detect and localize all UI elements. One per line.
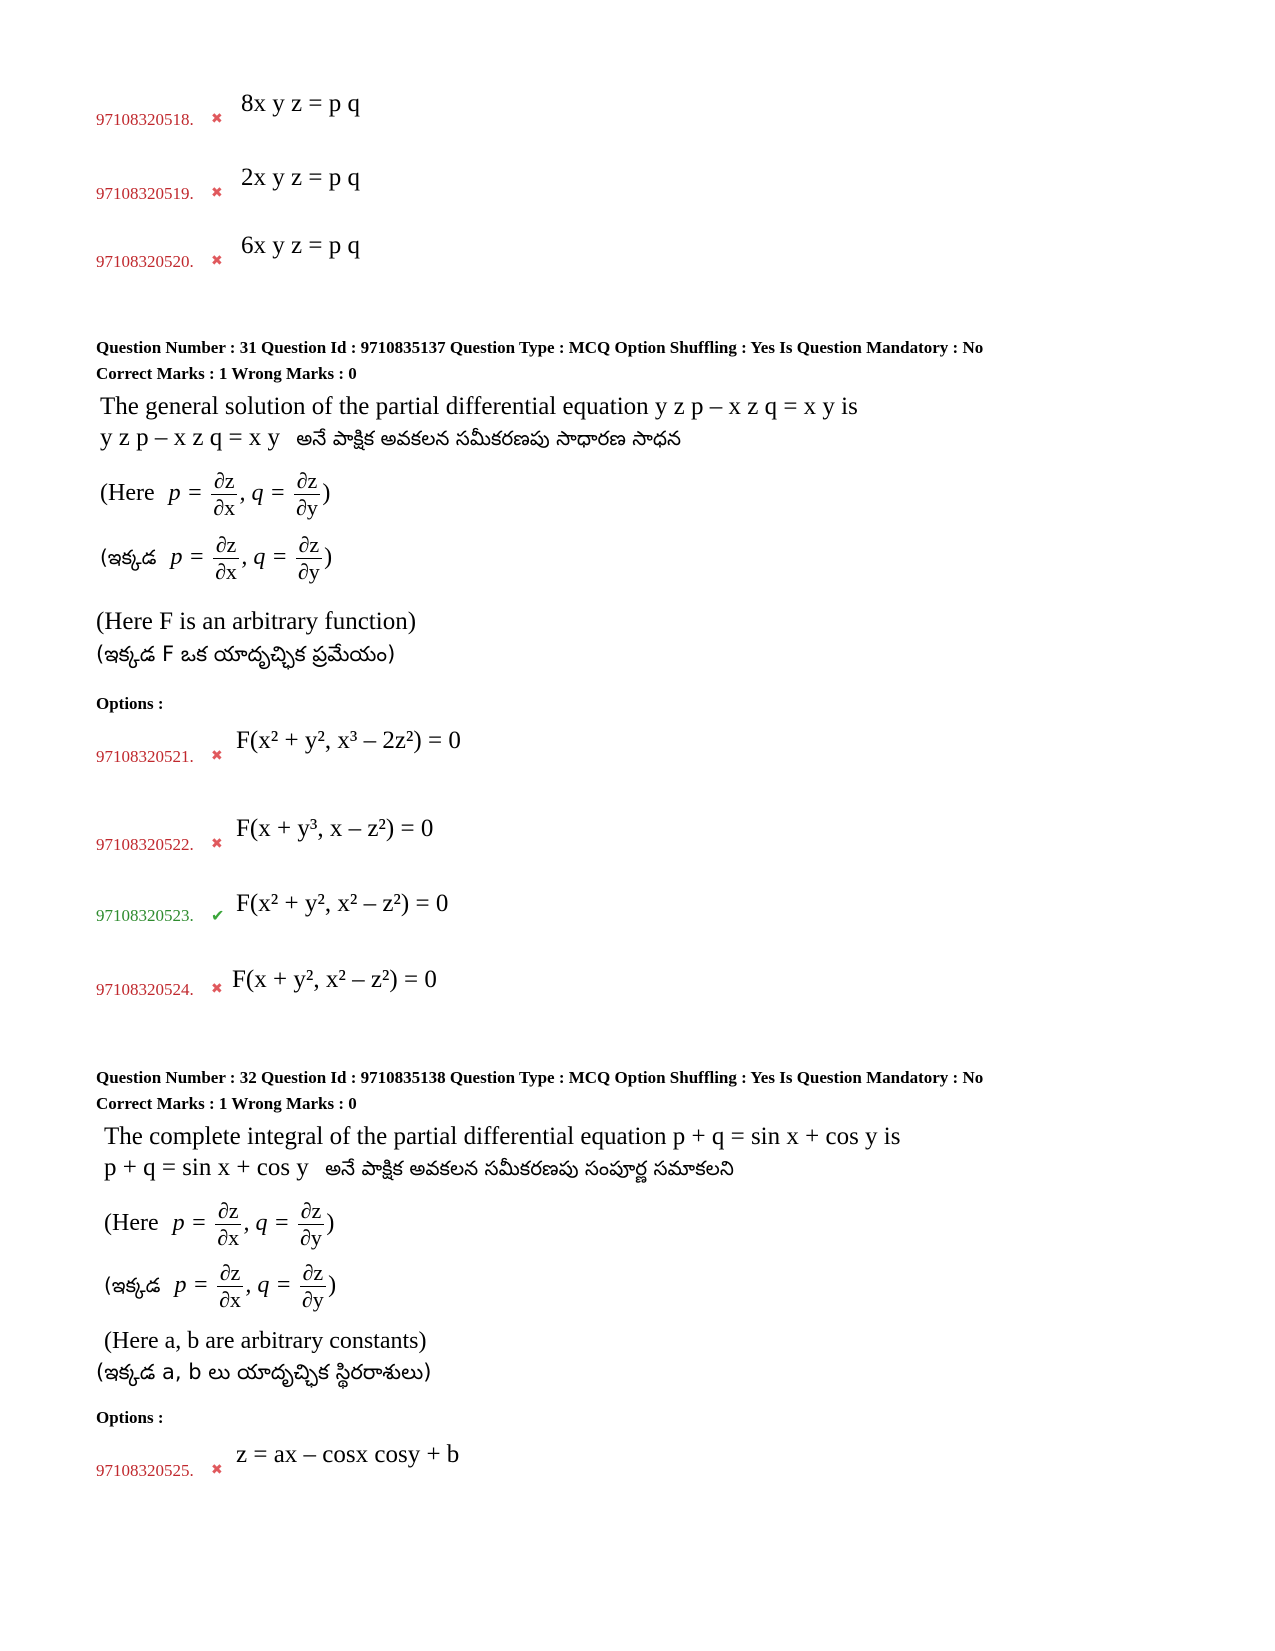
numerator: ∂z xyxy=(215,1198,242,1225)
fraction xyxy=(296,532,323,585)
question-text-telugu xyxy=(100,424,681,455)
definition-telugu xyxy=(100,532,332,585)
close-paren: ) xyxy=(324,544,333,571)
denominator: ∂y xyxy=(296,495,318,520)
p-label: p = xyxy=(168,480,203,507)
denominator: ∂y xyxy=(297,559,320,584)
here-label: (Here xyxy=(104,1210,159,1237)
close-paren: ) xyxy=(322,480,331,507)
denominator: ∂y xyxy=(300,1225,322,1250)
note-telugu: (ఇక్కడ F ఒక యాదృచ్ఛిక ప్రమేయం) xyxy=(96,642,396,666)
question-header: Question Number : 32 Question Id : 9710835138 Question Type : MCQ Option Shuffling : Yes Is Question Mandatory : No xyxy=(96,1068,984,1087)
fraction xyxy=(213,532,240,585)
numerator: ∂z xyxy=(296,532,323,559)
option-math: F(x + y², x² – z²) = 0 xyxy=(232,966,437,993)
options-label: Options : xyxy=(96,694,164,713)
here-label: (ఇక్కడ xyxy=(100,545,157,570)
note-telugu: (ఇక్కడ a, b లు యాదృచ్ఛిక స్థిరరాశులు) xyxy=(96,1360,432,1384)
q-label: , q = xyxy=(241,544,288,571)
question-text-english: The general solution of the partial differential equation y z p – x z q = x y is xyxy=(100,393,858,420)
wrong-mark-icon: ✖ xyxy=(211,254,223,269)
numerator: ∂z xyxy=(217,1260,244,1287)
note-english: (Here a, b are arbitrary constants) xyxy=(104,1328,427,1354)
option-id: 97108320523. xyxy=(96,906,194,925)
fraction xyxy=(300,1260,327,1313)
numerator: ∂z xyxy=(213,532,240,559)
numerator: ∂z xyxy=(298,1198,325,1225)
option-math: 8x y z = p q xyxy=(241,90,360,117)
definition-english xyxy=(100,468,330,521)
fraction xyxy=(298,1198,325,1251)
close-paren: ) xyxy=(326,1210,335,1237)
q-label: , q = xyxy=(243,1210,290,1237)
p-label: p = xyxy=(172,1210,207,1237)
check-mark-icon: ✔ xyxy=(211,908,225,925)
p-label: p = xyxy=(174,1272,209,1299)
fraction xyxy=(211,468,238,521)
definition-english xyxy=(104,1198,334,1251)
q-label: , q = xyxy=(245,1272,292,1299)
option-id: 97108320522. xyxy=(96,835,194,854)
fraction xyxy=(217,1260,244,1313)
options-label: Options : xyxy=(96,1408,164,1427)
question-header: Question Number : 31 Question Id : 9710835137 Question Type : MCQ Option Shuffling : Yes Is Question Mandatory : No xyxy=(96,338,984,357)
option-math: F(x + y³, x – z²) = 0 xyxy=(236,815,434,842)
option-id: 97108320521. xyxy=(96,747,194,766)
note-english: (Here F is an arbitrary function) xyxy=(96,608,417,635)
option-id: 97108320518. xyxy=(96,110,194,129)
denominator: ∂x xyxy=(217,1225,240,1250)
option-math: 6x y z = p q xyxy=(241,232,360,259)
wrong-mark-icon: ✖ xyxy=(211,186,223,201)
option-math: 2x y z = p q xyxy=(241,164,360,191)
close-paren: ) xyxy=(328,1272,337,1299)
wrong-mark-icon: ✖ xyxy=(211,1463,223,1478)
option-id: 97108320524. xyxy=(96,980,194,999)
question-text-english: The complete integral of the partial differential equation p + q = sin x + cos y is xyxy=(104,1123,901,1150)
denominator: ∂x xyxy=(213,495,236,520)
p-label: p = xyxy=(170,544,205,571)
definition-telugu xyxy=(104,1260,336,1313)
question-text-telugu xyxy=(104,1154,734,1185)
equation: y z p – x z q = x y xyxy=(100,424,281,451)
wrong-mark-icon: ✖ xyxy=(211,112,223,127)
fraction xyxy=(215,1198,242,1251)
numerator: ∂z xyxy=(211,468,238,495)
here-label: (ఇక్కడ xyxy=(104,1273,161,1298)
denominator: ∂y xyxy=(301,1287,324,1312)
telugu-text: అనే పాక్షిక అవకలన సమీకరణపు సంపూర్ణ సమాకలని xyxy=(325,1156,734,1180)
numerator: ∂z xyxy=(294,468,321,495)
q-label: , q = xyxy=(239,480,286,507)
equation: p + q = sin x + cos y xyxy=(104,1154,309,1181)
telugu-text: అనే పాక్షిక అవకలన సమీకరణపు సాధారణ సాధన xyxy=(296,426,682,450)
option-id: 97108320519. xyxy=(96,184,194,203)
wrong-mark-icon: ✖ xyxy=(211,982,223,997)
wrong-mark-icon: ✖ xyxy=(211,837,223,852)
option-math: F(x² + y², x³ – 2z²) = 0 xyxy=(236,727,461,754)
numerator: ∂z xyxy=(300,1260,327,1287)
fraction xyxy=(294,468,321,521)
option-math: F(x² + y², x² – z²) = 0 xyxy=(236,890,449,917)
denominator: ∂x xyxy=(219,1287,241,1312)
option-math: z = ax – cosx cosy + b xyxy=(236,1441,460,1468)
option-id: 97108320520. xyxy=(96,252,194,271)
marks-line: Correct Marks : 1 Wrong Marks : 0 xyxy=(96,364,357,383)
wrong-mark-icon: ✖ xyxy=(211,749,223,764)
denominator: ∂x xyxy=(215,559,237,584)
marks-line: Correct Marks : 1 Wrong Marks : 0 xyxy=(96,1094,357,1113)
option-id: 97108320525. xyxy=(96,1461,194,1480)
here-label: (Here xyxy=(100,480,155,507)
